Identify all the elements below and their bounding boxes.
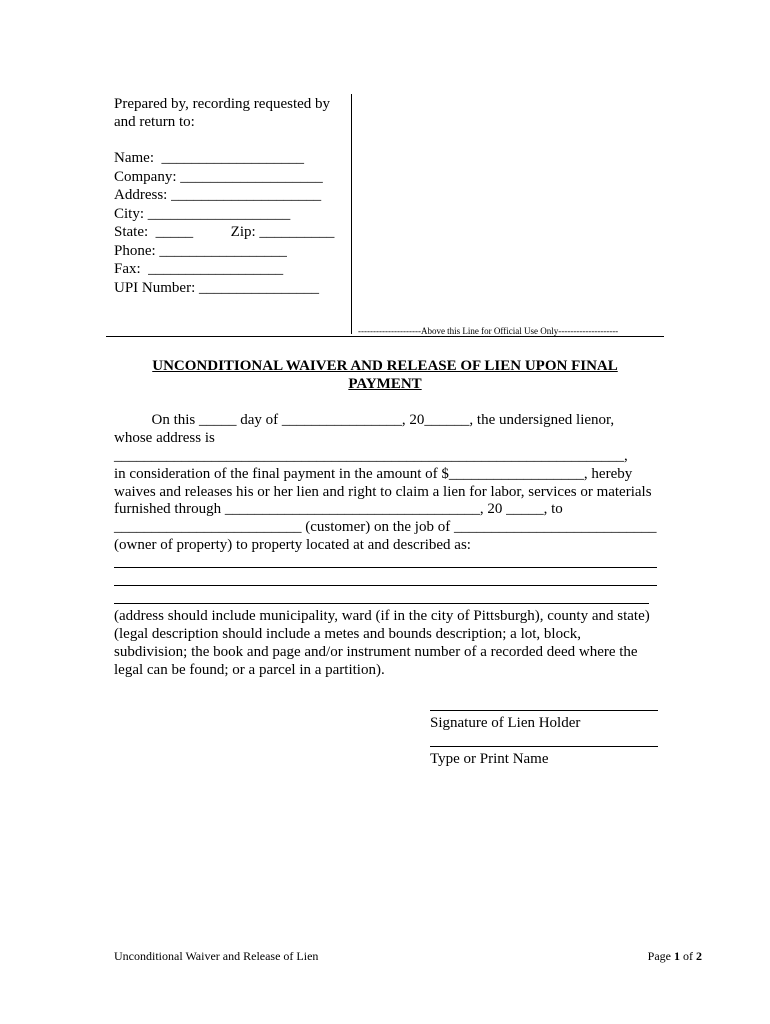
body-line-4: in consideration of the final payment in the amount of $__________________, hereby bbox=[114, 466, 633, 482]
print-name-label: Type or Print Name bbox=[430, 751, 549, 767]
body-line-8: (owner of property) to property located at and described as: bbox=[114, 537, 471, 553]
legal-note-line1: (legal description should include a metes and bounds description; a lot, block, bbox=[114, 626, 581, 642]
body-line-2: whose address is bbox=[114, 430, 215, 446]
page-prefix: Page bbox=[647, 949, 674, 963]
description-blank-line-3 bbox=[114, 603, 649, 604]
print-name-line bbox=[430, 746, 658, 747]
official-use-divider bbox=[106, 336, 664, 337]
fax-field: Fax: __________________ bbox=[114, 261, 284, 277]
document-title bbox=[112, 357, 658, 393]
title-line2: PAYMENT bbox=[348, 376, 422, 392]
name-field: Name: ___________________ bbox=[114, 150, 304, 166]
official-use-notice: ---------------------Above this Line for Official Use Only-------------------- bbox=[358, 326, 619, 336]
title-line1: UNCONDITIONAL WAIVER AND RELEASE OF LIEN UPON FINAL bbox=[152, 358, 618, 374]
upi-number-field: UPI Number: ________________ bbox=[114, 280, 319, 296]
page-current: 1 bbox=[674, 949, 680, 963]
body-line-5: waives and releases his or her lien and right to claim a lien for labor, services or materials bbox=[114, 484, 652, 500]
legal-note-line2: subdivision; the book and page and/or instrument number of a recorded deed where the bbox=[114, 644, 638, 660]
phone-field: Phone: _________________ bbox=[114, 243, 287, 259]
company-field: Company: ___________________ bbox=[114, 169, 323, 185]
prepared-by-line1: Prepared by, recording requested by bbox=[114, 96, 331, 112]
header-vertical-divider bbox=[351, 94, 352, 334]
body-line-6: furnished through __________________________________, 20 _____, to bbox=[114, 501, 563, 517]
body-line-3: ____________________________________________________________________, bbox=[114, 448, 628, 464]
legal-note-line3: legal can be found; or a parcel in a partition). bbox=[114, 662, 385, 678]
state-zip-field: State: _____ Zip: __________ bbox=[114, 224, 335, 240]
signature-line bbox=[430, 710, 658, 711]
signature-label: Signature of Lien Holder bbox=[430, 715, 581, 731]
city-field: City: ___________________ bbox=[114, 206, 291, 222]
page-of: of bbox=[680, 949, 696, 963]
description-blank-line-2 bbox=[114, 585, 657, 586]
body-line-1: On this _____ day of ________________, 20______, the undersigned lienor, bbox=[114, 412, 615, 428]
page-number bbox=[648, 949, 702, 963]
body-line-7: _________________________ (customer) on the job of ___________________________ bbox=[114, 519, 657, 535]
page-total: 2 bbox=[696, 949, 702, 963]
address-note: (address should include municipality, ward (if in the city of Pittsburgh), county and state) bbox=[114, 608, 650, 624]
footer-document-name: Unconditional Waiver and Release of Lien bbox=[114, 949, 319, 963]
address-field: Address: ____________________ bbox=[114, 187, 322, 203]
prepared-by-line2: and return to: bbox=[114, 114, 195, 130]
description-blank-line-1 bbox=[114, 567, 657, 568]
